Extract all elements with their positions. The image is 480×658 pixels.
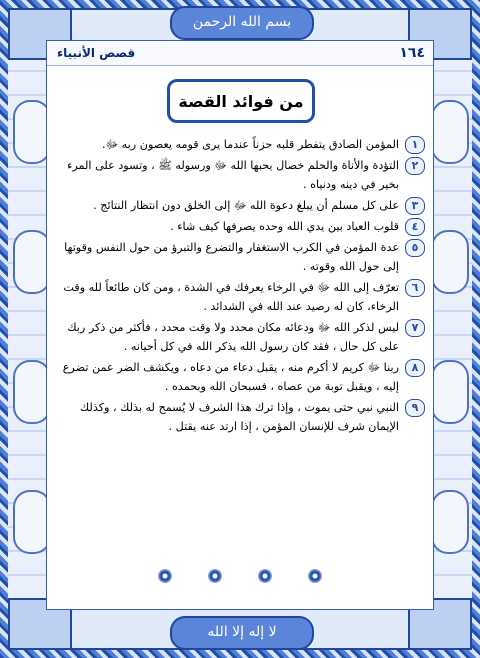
flower-icon — [308, 569, 322, 583]
item-number: ١ — [405, 136, 425, 154]
item-text: المؤمن الصادق يتفطر قلبه حزناً عندما يرى قومه يعصون ربه ﷻ. — [101, 138, 399, 151]
list-item — [57, 135, 425, 154]
flower-icon — [208, 569, 222, 583]
page-content — [46, 40, 434, 610]
item-number: ٦ — [405, 279, 425, 297]
item-text: قلوب العباد بين يدي الله وحده يصرفها كيف شاء . — [170, 220, 399, 233]
top-calligraphy-banner: بسم الله الرحمن — [170, 6, 314, 40]
benefits-list — [57, 135, 425, 438]
flower-icon — [158, 569, 172, 583]
item-number: ٨ — [405, 359, 425, 377]
item-number: ٧ — [405, 319, 425, 337]
item-number: ٣ — [405, 197, 425, 215]
item-text: التؤدة والأناة والحلم خصال يحبها الله ﷻ ورسوله ﷺ ، وتسود على المرء بخير في دينه ودنياه . — [67, 159, 399, 191]
bottom-calligraphy-banner: لا إله إلا الله — [170, 616, 314, 650]
section-title-box — [167, 79, 315, 123]
list-item — [57, 398, 425, 436]
item-number: ٥ — [405, 239, 425, 257]
item-text: ليس لذكر الله ﷻ ودعائه مكان محدد ولا وقت محدد ، فأكثر من ذكر ربك على كل حال ، فقد كان رسول الله يذكر الله في كل أحيانه . — [67, 321, 399, 353]
list-item — [57, 238, 425, 276]
page-number: ١٦٤ — [399, 45, 425, 61]
item-text: عدة المؤمن في الكرب الاستغفار والتضرع والتبرؤ من حول النفس وقوتها إلى حول الله وقوته . — [64, 241, 399, 273]
item-text: النبي نبي حتى يموت ، وإذا ترك هذا الشرف لا يُسمح له بذلك ، وكذلك الإيمان شرف للإنسان المؤمن ، إذا ارتد عنه يقتل . — [79, 401, 399, 433]
list-item — [57, 358, 425, 396]
item-text: تعرّف إلى الله ﷻ في الرخاء يعرفك في الشدة ، ومن كان طائعاً لله وقت الرخاء، كان له رصيد عند الله في الشدائد . — [63, 281, 399, 313]
item-number: ٩ — [405, 399, 425, 417]
medallion-icon — [431, 230, 469, 294]
list-item — [57, 196, 425, 215]
item-number: ٤ — [405, 218, 425, 236]
section-title: من فوائد القصة — [178, 91, 304, 111]
item-number: ٢ — [405, 157, 425, 175]
medallion-icon — [431, 490, 469, 554]
list-item — [57, 318, 425, 356]
item-text: ربنا ﷻ كريم لا أكرم منه ، يقبل دعاء من دعاه ، ويكشف الضر عمن تضرع إليه ، ويقبل توبة من عصاه ، فسبحان الله وبحمده . — [62, 361, 399, 393]
decorative-flowers — [47, 569, 433, 583]
list-item — [57, 217, 425, 236]
list-item — [57, 278, 425, 316]
list-item — [57, 156, 425, 194]
medallion-icon — [431, 360, 469, 424]
medallion-icon — [431, 100, 469, 164]
flower-icon — [258, 569, 272, 583]
item-text: على كل مسلم أن يبلغ دعوة الله ﷻ إلى الخلق دون انتظار النتائج . — [93, 199, 399, 212]
book-title: قصص الأنبياء — [57, 46, 136, 60]
running-header — [47, 41, 433, 66]
